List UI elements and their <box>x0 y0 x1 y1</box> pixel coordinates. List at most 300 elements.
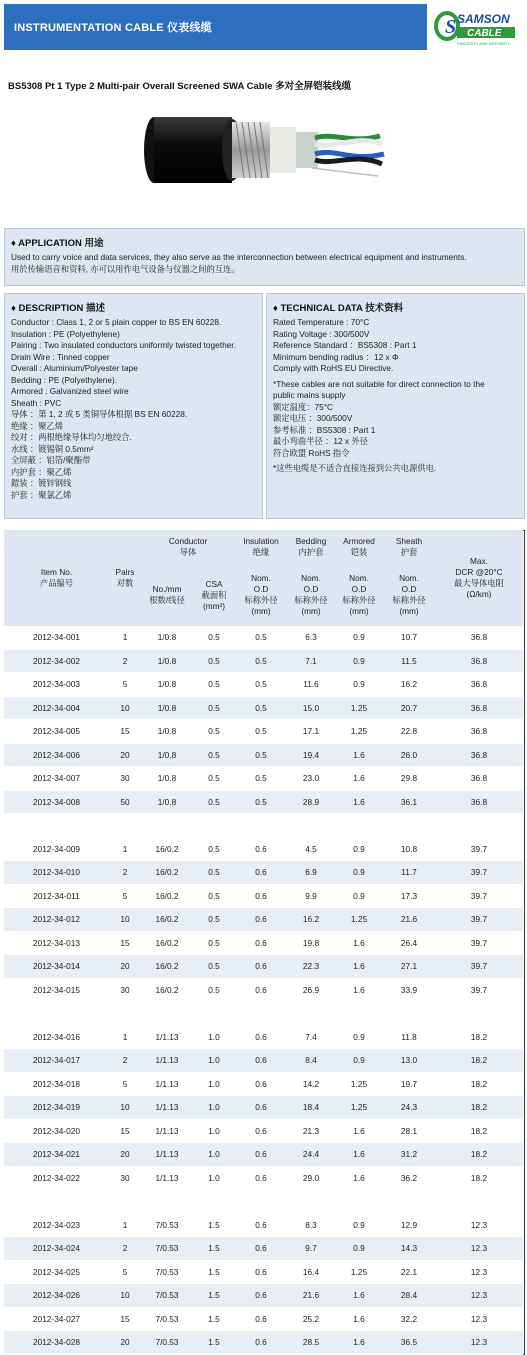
table-cell: 2012-34-021 <box>4 1143 109 1167</box>
table-cell: 2012-34-026 <box>4 1284 109 1308</box>
table-group-spacer <box>4 1190 523 1214</box>
panel-line: Rating Voltage : 300/500V <box>273 328 370 339</box>
table-row <box>4 978 523 1002</box>
table-cell: 1.6 <box>335 790 383 814</box>
table-cell: 1.25 <box>335 720 383 744</box>
table-cell: 0.6 <box>235 1096 287 1120</box>
col-pairs: Pairs 对数 <box>109 530 141 626</box>
table-cell: 0.5 <box>193 978 235 1002</box>
table-group-spacer <box>4 814 523 838</box>
table-row <box>4 1072 523 1096</box>
table-row <box>4 1143 523 1167</box>
spacer-cell <box>4 1002 523 1026</box>
table-row <box>4 861 523 885</box>
table-cell: 1.6 <box>335 1331 383 1355</box>
table-cell: 10.7 <box>383 626 435 649</box>
table-cell: 1.5 <box>193 1284 235 1308</box>
table-cell: 16/0.2 <box>141 978 193 1002</box>
table-cell: 10 <box>109 1096 141 1120</box>
header-title: INSTRUMENTATION CABLE 仪表线缆 <box>14 22 212 34</box>
panel-line: Pairing : Two insulated conductors uniformly twisted together. <box>11 340 236 350</box>
table-cell: 0.9 <box>335 649 383 673</box>
table-cell: 30 <box>109 767 141 791</box>
table-cell: 0.6 <box>235 861 287 885</box>
table-cell: 0.5 <box>235 649 287 673</box>
table-cell: 18.2 <box>435 1166 523 1190</box>
table-cell: 1.5 <box>193 1307 235 1331</box>
table-cell: 39.7 <box>435 908 523 932</box>
table-cell: 1/1.13 <box>141 1166 193 1190</box>
table-cell: 2012-34-028 <box>4 1331 109 1355</box>
table-cell: 0.5 <box>235 626 287 649</box>
table-cell: 2012-34-011 <box>4 884 109 908</box>
table-cell: 1/1.13 <box>141 1049 193 1073</box>
table-cell: 10 <box>109 696 141 720</box>
table-cell: 18.2 <box>435 1072 523 1096</box>
table-cell: 1/0.8 <box>141 767 193 791</box>
table-cell: 28.5 <box>287 1331 335 1355</box>
table-cell: 18.2 <box>435 1096 523 1120</box>
table-cell: 21.6 <box>383 908 435 932</box>
table-cell: 2012-34-002 <box>4 649 109 673</box>
panel-line: 鎧装 ：镀锌钢线 <box>11 478 72 488</box>
table-cell: 12.3 <box>435 1237 523 1261</box>
table-cell: 16/0.2 <box>141 955 193 979</box>
table-group-spacer <box>4 1002 523 1026</box>
panel-line: 参考标准 ：BS5308 : Part 1 <box>273 424 376 435</box>
table-cell: 0.5 <box>193 743 235 767</box>
table-cell: 5 <box>109 884 141 908</box>
table-cell: 0.6 <box>235 1260 287 1284</box>
col-item-no: Item No. 产品编号 <box>4 530 109 626</box>
table-cell: 7.1 <box>287 649 335 673</box>
spacer-cell <box>4 814 523 838</box>
table-cell: 2 <box>109 861 141 885</box>
table-row <box>4 1025 523 1049</box>
table-cell: 5 <box>109 1260 141 1284</box>
table-cell: 39.7 <box>435 978 523 1002</box>
table-row <box>4 955 523 979</box>
table-cell: 11.8 <box>383 1025 435 1049</box>
table-cell: 8.4 <box>287 1049 335 1073</box>
table-cell: 2012-34-016 <box>4 1025 109 1049</box>
table-cell: 12.3 <box>435 1260 523 1284</box>
table-row <box>4 1307 523 1331</box>
table-cell: 0.5 <box>235 790 287 814</box>
table-row <box>4 743 523 767</box>
table-cell: 14.3 <box>383 1237 435 1261</box>
table-cell: 36.5 <box>383 1331 435 1355</box>
table-cell: 36.8 <box>435 790 523 814</box>
table-cell: 1.25 <box>335 1096 383 1120</box>
table-cell: 0.9 <box>335 837 383 861</box>
table-cell: 1.6 <box>335 767 383 791</box>
table-cell: 36.8 <box>435 720 523 744</box>
table-cell: 7.4 <box>287 1025 335 1049</box>
table-cell: 7/0.53 <box>141 1284 193 1308</box>
table-cell: 0.5 <box>193 720 235 744</box>
table-cell: 0.5 <box>193 696 235 720</box>
table-cell: 7/0.53 <box>141 1237 193 1261</box>
application-line: Used to carry voice and data services, they also serve as the interconnection between electrical equipment and instruments. <box>11 252 467 262</box>
table-cell: 0.5 <box>193 790 235 814</box>
table-cell: 1.25 <box>335 1072 383 1096</box>
table-cell: 18.4 <box>287 1096 335 1120</box>
table-cell: 36.8 <box>435 649 523 673</box>
table-cell: 0.5 <box>193 884 235 908</box>
col-sheath: Sheath 护套 <box>383 530 435 564</box>
table-cell: 1.5 <box>193 1237 235 1261</box>
table-cell: 0.6 <box>235 1143 287 1167</box>
table-cell: 1.0 <box>193 1072 235 1096</box>
table-cell: 7/0.53 <box>141 1331 193 1355</box>
table-cell: 12.9 <box>383 1213 435 1237</box>
table-cell: 9.9 <box>287 884 335 908</box>
table-cell: 20 <box>109 955 141 979</box>
table-cell: 0.9 <box>335 1049 383 1073</box>
table-cell: 30 <box>109 1166 141 1190</box>
panel-line: 护套 ：聚氯乙烯 <box>11 489 72 500</box>
table-cell: 1.0 <box>193 1025 235 1049</box>
table-cell: 21.3 <box>287 1119 335 1143</box>
table-cell: 8.3 <box>287 1213 335 1237</box>
table-row <box>4 931 523 955</box>
table-cell: 11.7 <box>383 861 435 885</box>
table-cell: 22.1 <box>383 1260 435 1284</box>
table-cell: 2012-34-020 <box>4 1119 109 1143</box>
table-cell: 28.4 <box>383 1284 435 1308</box>
table-cell: 0.5 <box>193 955 235 979</box>
col-sheath-od: Nom. O.D 标称外径 (mm) <box>383 564 435 626</box>
table-row <box>4 1331 523 1355</box>
table-cell: 4.5 <box>287 837 335 861</box>
table-cell: 11.6 <box>287 673 335 697</box>
table-cell: 1.5 <box>193 1213 235 1237</box>
table-cell: 26.4 <box>383 931 435 955</box>
table-row <box>4 720 523 744</box>
product-title: BS5308 Pt 1 Type 2 Multi-pair Overall Screened SWA Cable 多对全屏铠装线缆 <box>8 81 352 92</box>
panel-line: Insulation : PE (Polyethylene) <box>11 328 120 339</box>
table-cell: 0.5 <box>235 720 287 744</box>
panel-line: 符合欧盟 RoHS 指令 <box>273 447 350 458</box>
col-bedding: Bedding 内护套 <box>287 530 335 564</box>
panel-line: public mains supply <box>273 390 346 400</box>
table-row <box>4 626 523 649</box>
table-row <box>4 1119 523 1143</box>
table-cell: 9.7 <box>287 1237 335 1261</box>
table-cell: 36.8 <box>435 743 523 767</box>
panel-line: Drain Wire : Tinned copper <box>11 351 110 362</box>
table-cell: 1.25 <box>335 1260 383 1284</box>
table-cell: 16/0.2 <box>141 931 193 955</box>
description-title: ♦ DESCRIPTION 描述 <box>11 303 106 314</box>
table-cell: 30 <box>109 978 141 1002</box>
company-logo <box>427 4 523 50</box>
table-row <box>4 649 523 673</box>
table-cell: 13.0 <box>383 1049 435 1073</box>
table-cell: 23.0 <box>287 767 335 791</box>
table-cell: 22.3 <box>287 955 335 979</box>
table-cell: 1.6 <box>335 1143 383 1167</box>
table-cell: 2012-34-017 <box>4 1049 109 1073</box>
table-cell: 39.7 <box>435 931 523 955</box>
col-insulation-od: Nom. O.D 标称外径 (mm) <box>235 564 287 626</box>
table-cell: 1.6 <box>335 1166 383 1190</box>
table-cell: 12.3 <box>435 1331 523 1355</box>
table-cell: 2012-34-022 <box>4 1166 109 1190</box>
table-cell: 0.6 <box>235 931 287 955</box>
table-cell: 1.0 <box>193 1166 235 1190</box>
table-cell: 16/0.2 <box>141 884 193 908</box>
table-cell: 2 <box>109 649 141 673</box>
table-cell: 18.2 <box>435 1025 523 1049</box>
table-cell: 0.5 <box>193 837 235 861</box>
table-row <box>4 696 523 720</box>
application-line: 用於传输语音和资料, 亦可以用作电气设备与仪器之间的互连。 <box>11 263 240 274</box>
table-cell: 11.5 <box>383 649 435 673</box>
table-cell: 0.6 <box>235 884 287 908</box>
table-row <box>4 1237 523 1261</box>
table-cell: 5 <box>109 673 141 697</box>
table-row <box>4 1213 523 1237</box>
table-cell: 18.2 <box>435 1119 523 1143</box>
table-cell: 12.3 <box>435 1284 523 1308</box>
table-cell: 0.6 <box>235 1237 287 1261</box>
spacer-cell <box>4 1190 523 1214</box>
table-cell: 1/0.8 <box>141 649 193 673</box>
table-cell: 36.8 <box>435 696 523 720</box>
table-cell: 0.6 <box>235 1166 287 1190</box>
table-cell: 0.6 <box>235 1119 287 1143</box>
table-cell: 1.5 <box>193 1260 235 1284</box>
table-cell: 0.5 <box>193 673 235 697</box>
col-bedding-od: Nom. O.D 标称外径 (mm) <box>287 564 335 626</box>
panel-line: 绞对 ：两根绝缘导体均匀地绞合. <box>11 432 132 442</box>
table-cell: 39.7 <box>435 955 523 979</box>
panel-line: Sheath : PVC <box>11 397 62 408</box>
technical-title: ♦ TECHNICAL DATA 技术资料 <box>273 303 404 314</box>
table-cell: 24.3 <box>383 1096 435 1120</box>
table-cell: 0.9 <box>335 1237 383 1261</box>
table-cell: 2012-34-010 <box>4 861 109 885</box>
table-cell: 10 <box>109 908 141 932</box>
table-cell: 19.4 <box>287 743 335 767</box>
page-header <box>4 4 523 50</box>
col-armored: Armored 铠装 <box>335 530 383 564</box>
table-cell: 15 <box>109 1119 141 1143</box>
table-cell: 1.5 <box>193 1331 235 1355</box>
table-cell: 0.6 <box>235 837 287 861</box>
table-cell: 20 <box>109 1331 141 1355</box>
table-cell: 16/0.2 <box>141 861 193 885</box>
table-cell: 16/0.2 <box>141 908 193 932</box>
table-cell: 7/0.53 <box>141 1213 193 1237</box>
table-cell: 6.3 <box>287 626 335 649</box>
table-cell: 18.2 <box>435 1049 523 1073</box>
table-cell: 2 <box>109 1049 141 1073</box>
table-cell: 2012-34-018 <box>4 1072 109 1096</box>
table-cell: 0.9 <box>335 673 383 697</box>
table-cell: 1.6 <box>335 1307 383 1331</box>
table-cell: 0.6 <box>235 1025 287 1049</box>
table-cell: 29.0 <box>287 1166 335 1190</box>
table-cell: 1.0 <box>193 1119 235 1143</box>
table-cell: 0.6 <box>235 1072 287 1096</box>
table-cell: 10.8 <box>383 837 435 861</box>
table-cell: 16/0.2 <box>141 837 193 861</box>
table-cell: 0.5 <box>235 673 287 697</box>
cable-image <box>140 110 390 200</box>
table-row <box>4 673 523 697</box>
panel-line: 最小弯曲半径 ：12 x 外径 <box>273 436 368 446</box>
table-cell: 0.5 <box>193 649 235 673</box>
panel-line: 导体 ：第 1, 2 或 5 类铜导体根据 BS EN 60228. <box>11 409 188 419</box>
table-cell: 39.7 <box>435 837 523 861</box>
panel-line: Comply with RoHS EU Directive. <box>273 363 394 373</box>
table-cell: 0.6 <box>235 1331 287 1355</box>
table-cell: 0.6 <box>235 978 287 1002</box>
col-csa: CSA 截面积 (mm²) <box>193 564 235 626</box>
table-cell: 29.8 <box>383 767 435 791</box>
table-cell: 1/0.8 <box>141 790 193 814</box>
table-cell: 1/0.8 <box>141 673 193 697</box>
panel-line: 内护套 ：聚乙烯 <box>11 466 72 477</box>
table-cell: 27.1 <box>383 955 435 979</box>
col-dcr: Max. DCR @20°C 最大导体电阻 (Ω/km) <box>435 530 523 626</box>
svg-text:S: S <box>445 16 457 38</box>
col-conductor: Conductor 导体 <box>141 530 235 564</box>
table-cell: 0.6 <box>235 908 287 932</box>
panel-line: 额定温度：75°C <box>273 401 334 412</box>
table-cell: 1.6 <box>335 978 383 1002</box>
table-cell: 1.6 <box>335 1119 383 1143</box>
table-cell: 12.3 <box>435 1213 523 1237</box>
table-cell: 22.8 <box>383 720 435 744</box>
table-cell: 0.6 <box>235 1284 287 1308</box>
table-cell: 1/1.13 <box>141 1096 193 1120</box>
table-cell: 25.2 <box>287 1307 335 1331</box>
panel-line: 绝缘 ：聚乙烯 <box>11 420 64 431</box>
table-cell: 0.9 <box>335 1213 383 1237</box>
table-cell: 1.6 <box>335 955 383 979</box>
table-cell: 1.0 <box>193 1049 235 1073</box>
technical-footnote: *这些电缆是不适合直接连接到公共电源供电. <box>273 463 437 473</box>
table-cell: 0.5 <box>235 696 287 720</box>
table-cell: 28.1 <box>383 1119 435 1143</box>
table-cell: 17.3 <box>383 884 435 908</box>
table-cell: 15 <box>109 931 141 955</box>
table-cell: 2012-34-024 <box>4 1237 109 1261</box>
table-cell: 1 <box>109 837 141 861</box>
table-cell: 36.8 <box>435 626 523 649</box>
table-cell: 0.5 <box>235 767 287 791</box>
table-cell: 26.9 <box>287 978 335 1002</box>
table-cell: 1.0 <box>193 1143 235 1167</box>
panel-line: Rated Temperature : 70°C <box>273 317 370 327</box>
table-cell: 2012-34-023 <box>4 1213 109 1237</box>
table-cell: 1.25 <box>335 696 383 720</box>
table-cell: 0.6 <box>235 1049 287 1073</box>
panel-line: Reference Standard ：BS5308 : Part 1 <box>273 340 417 350</box>
table-cell: 0.9 <box>335 626 383 649</box>
table-cell: 1 <box>109 1025 141 1049</box>
table-cell: 24.4 <box>287 1143 335 1167</box>
table-cell: 2012-34-027 <box>4 1307 109 1331</box>
table-cell: 1/1.13 <box>141 1143 193 1167</box>
panel-line: Overall : Aluminium/Polyester tape <box>11 363 138 373</box>
table-row <box>4 884 523 908</box>
panel-line: Conductor : Class 1, 2 or 5 plain copper to BS EN 60228. <box>11 317 222 327</box>
table-cell: 5 <box>109 1072 141 1096</box>
table-cell: 0.6 <box>235 955 287 979</box>
table-cell: 32.2 <box>383 1307 435 1331</box>
spec-table-body <box>4 626 523 1354</box>
table-cell: 0.9 <box>335 1025 383 1049</box>
table-cell: 1.0 <box>193 1096 235 1120</box>
table-cell: 0.5 <box>193 931 235 955</box>
table-cell: 6.9 <box>287 861 335 885</box>
panel-line: Bedding : PE (Polyethylene). <box>11 374 118 385</box>
table-cell: 1/0.8 <box>141 626 193 649</box>
table-cell: 1.6 <box>335 743 383 767</box>
table-row <box>4 767 523 791</box>
table-cell: 2012-34-008 <box>4 790 109 814</box>
table-cell: 1/1.13 <box>141 1119 193 1143</box>
table-cell: 0.9 <box>335 861 383 885</box>
table-cell: 20 <box>109 743 141 767</box>
spec-table <box>4 530 523 1355</box>
logo-text-top: SAMSON <box>457 12 510 26</box>
table-cell: 14.2 <box>287 1072 335 1096</box>
table-cell: 39.7 <box>435 884 523 908</box>
table-cell: 2012-34-004 <box>4 696 109 720</box>
col-no-mm: No./mm 根数/线径 <box>141 564 193 626</box>
table-cell: 33.9 <box>383 978 435 1002</box>
table-cell: 1/0.8 <box>141 720 193 744</box>
table-cell: 15 <box>109 1307 141 1331</box>
table-cell: 18.2 <box>435 1143 523 1167</box>
table-cell: 20.7 <box>383 696 435 720</box>
table-cell: 2012-34-001 <box>4 626 109 649</box>
table-row <box>4 837 523 861</box>
table-cell: 12.3 <box>435 1307 523 1331</box>
table-cell: 2012-34-015 <box>4 978 109 1002</box>
table-row <box>4 1166 523 1190</box>
table-row <box>4 1049 523 1073</box>
table-cell: 28.9 <box>287 790 335 814</box>
table-cell: 0.9 <box>335 884 383 908</box>
description-panel <box>4 293 263 519</box>
table-cell: 1/0.8 <box>141 743 193 767</box>
table-cell: 17.1 <box>287 720 335 744</box>
table-cell: 19.8 <box>287 931 335 955</box>
table-cell: 2012-34-005 <box>4 720 109 744</box>
table-row <box>4 1260 523 1284</box>
table-cell: 1.6 <box>335 931 383 955</box>
table-cell: 31.2 <box>383 1143 435 1167</box>
table-cell: 0.6 <box>235 1307 287 1331</box>
panel-line: *These cables are not suitable for direct connection to the <box>273 378 485 389</box>
table-row <box>4 908 523 932</box>
table-cell: 10 <box>109 1284 141 1308</box>
table-cell: 15 <box>109 720 141 744</box>
col-armored-od: Nom. O.D 标称外径 (mm) <box>335 564 383 626</box>
table-row <box>4 790 523 814</box>
table-cell: 2012-34-012 <box>4 908 109 932</box>
table-cell: 1/0.8 <box>141 696 193 720</box>
table-row <box>4 1096 523 1120</box>
table-cell: 39.7 <box>435 861 523 885</box>
